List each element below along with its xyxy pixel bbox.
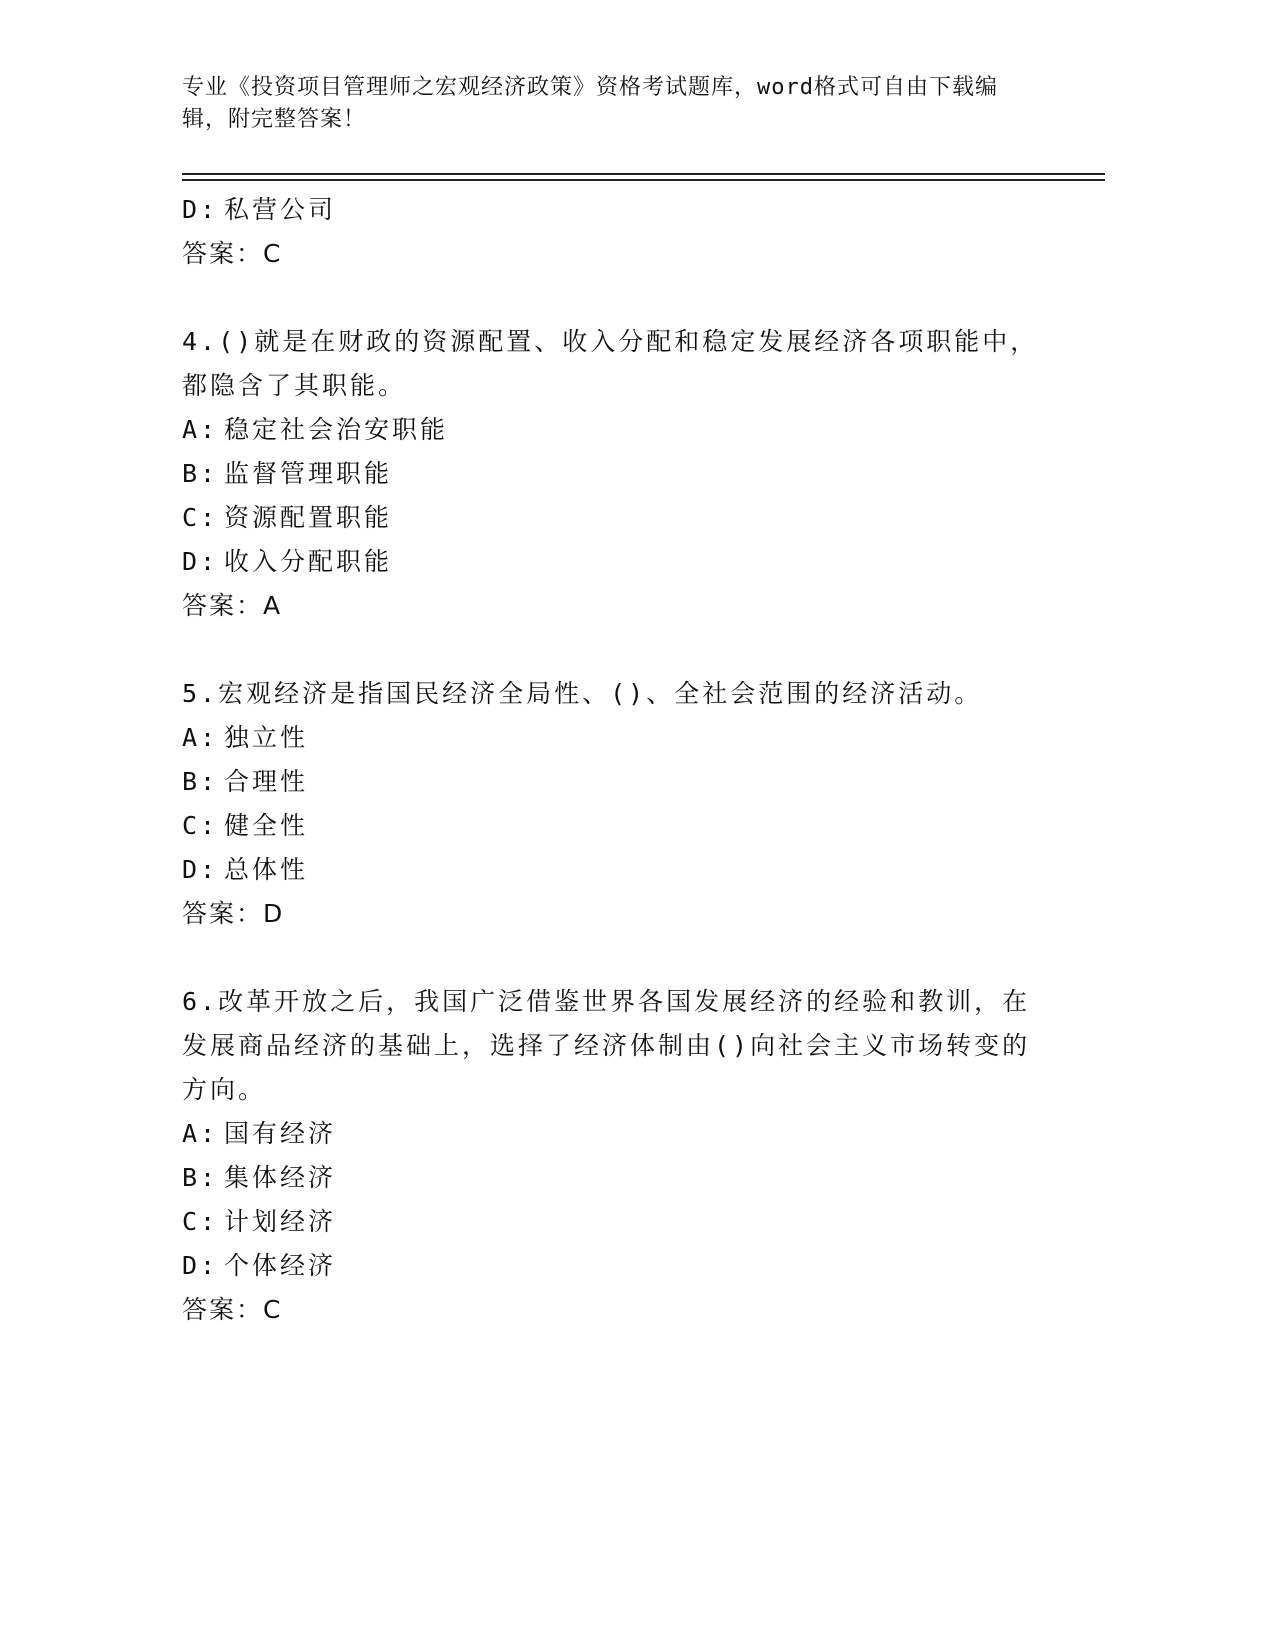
- question-5-option-c: [182, 804, 1092, 848]
- header-rule-top: [182, 173, 1105, 175]
- question-6-stem-line-2: 发展商品经济的基础上，选择了经济体制由()向社会主义市场转变的: [182, 1031, 1031, 1060]
- question-4-option-c: [182, 496, 1092, 540]
- option-label: C:: [182, 811, 219, 840]
- question-6-option-a: [182, 1112, 1092, 1156]
- option-label: D:: [182, 1251, 219, 1280]
- question-6-option-b: [182, 1156, 1092, 1200]
- question-5-option-d: [182, 848, 1092, 892]
- header-line-1: 专业《投资项目管理师之宏观经济政策》资格考试题库，word格式可自由下载编: [182, 75, 998, 100]
- option-label: D:: [182, 195, 219, 224]
- option-text: 健全性: [224, 811, 309, 840]
- header-line-2: 辑，附完整答案！: [182, 107, 367, 132]
- question-6-option-d: [182, 1244, 1092, 1288]
- option-label: A:: [182, 415, 219, 444]
- spacer: [182, 628, 1092, 672]
- question-4-option-a: [182, 408, 1092, 452]
- option-text: 收入分配职能: [224, 547, 393, 576]
- question-5-option-b: [182, 760, 1092, 804]
- spacer: [182, 936, 1092, 980]
- option-text: 集体经济: [224, 1163, 337, 1192]
- question-6-option-c: [182, 1200, 1092, 1244]
- carryover-option-d: [182, 188, 1092, 232]
- option-text: 国有经济: [224, 1119, 337, 1148]
- question-4-option-b: [182, 452, 1092, 496]
- option-text: 计划经济: [224, 1207, 337, 1236]
- option-text: 个体经济: [224, 1251, 337, 1280]
- option-label: A:: [182, 723, 219, 752]
- question-6-answer: 答案：C: [182, 1295, 283, 1324]
- question-4-option-d: [182, 540, 1092, 584]
- carryover-answer: 答案：C: [182, 239, 283, 268]
- option-label: B:: [182, 1163, 219, 1192]
- question-5-answer: 答案：D: [182, 899, 285, 928]
- question-content: [182, 188, 1092, 1332]
- option-text: 稳定社会治安职能: [224, 415, 449, 444]
- option-text: 监督管理职能: [224, 459, 393, 488]
- spacer: [182, 276, 1092, 320]
- option-label: C:: [182, 1207, 219, 1236]
- question-6-stem-line-1: 6.改革开放之后，我国广泛借鉴世界各国发展经济的经验和教训，在: [182, 987, 1031, 1016]
- option-text: 合理性: [224, 767, 309, 796]
- option-label: D:: [182, 855, 219, 884]
- header-rule-bottom: [182, 179, 1105, 181]
- question-6-stem-line-3: 方向。: [182, 1075, 267, 1104]
- option-label: C:: [182, 503, 219, 532]
- option-label: B:: [182, 459, 219, 488]
- question-4-stem-line-1: 4.()就是在财政的资源配置、收入分配和稳定发展经济各项职能中，: [182, 327, 1039, 356]
- question-4-stem-line-2: 都隐含了其职能。: [182, 371, 407, 400]
- question-5-option-a: [182, 716, 1092, 760]
- option-label: A:: [182, 1119, 219, 1148]
- option-text: 私营公司: [224, 195, 337, 224]
- option-text: 总体性: [224, 855, 309, 884]
- question-5-stem-line-1: 5.宏观经济是指国民经济全局性、()、全社会范围的经济活动。: [182, 679, 983, 708]
- question-4-answer: 答案：A: [182, 591, 283, 620]
- option-text: 独立性: [224, 723, 309, 752]
- document-header: [182, 72, 1082, 136]
- option-text: 资源配置职能: [224, 503, 393, 532]
- option-label: B:: [182, 767, 219, 796]
- option-label: D:: [182, 547, 219, 576]
